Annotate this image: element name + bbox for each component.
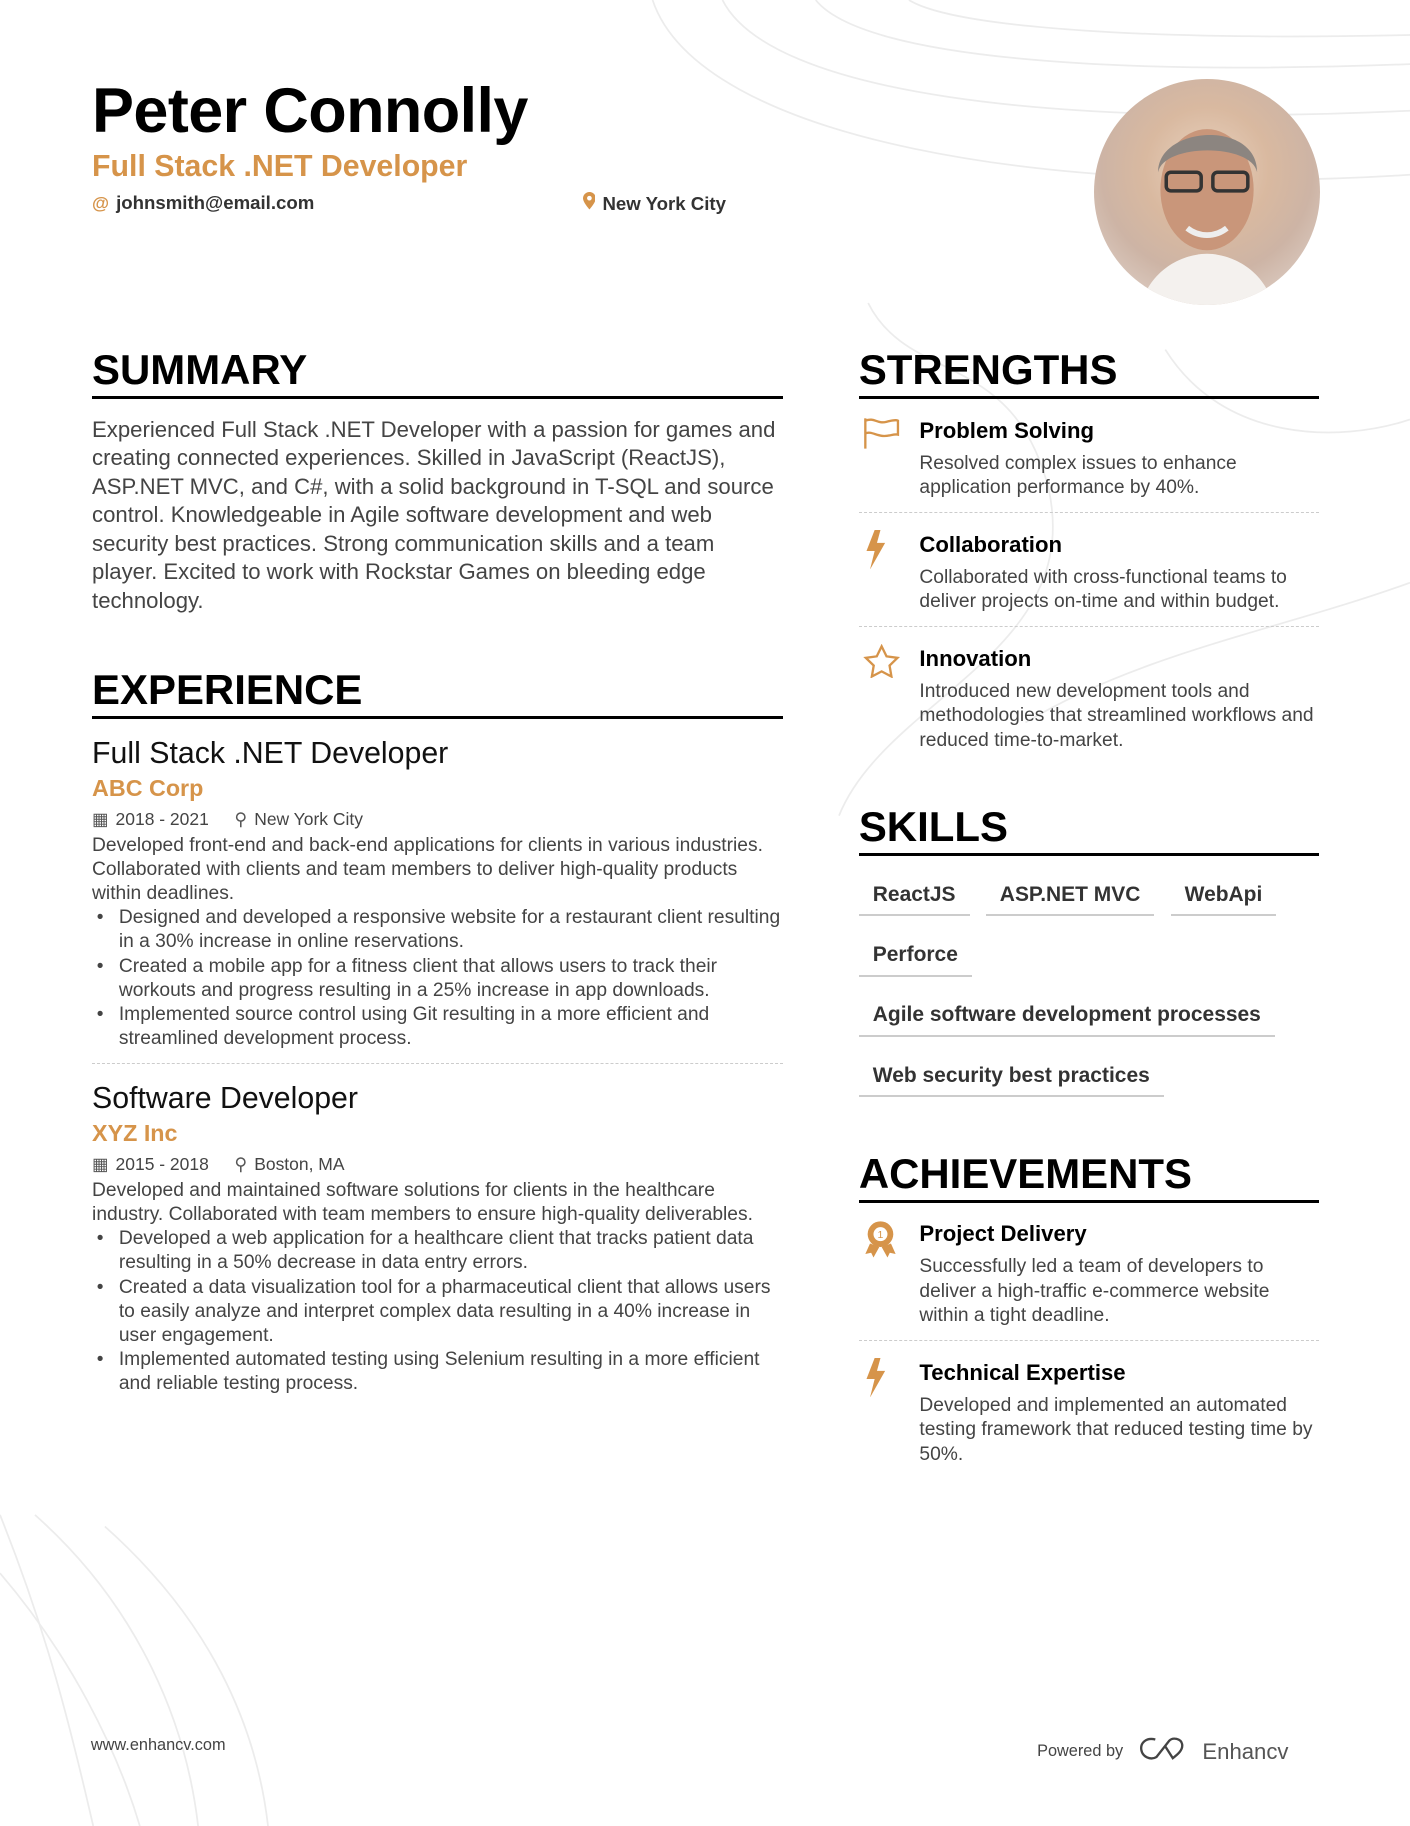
job-location: Boston, MA [254, 1154, 345, 1175]
location-text: New York City [602, 192, 726, 214]
strength-title: Problem Solving [919, 417, 1094, 443]
candidate-title: Full Stack .NET Developer [92, 150, 468, 184]
svg-text:1: 1 [878, 1230, 884, 1242]
strength-text: Collaborated with cross-functional teams to deliver projects on-time and within budget. [919, 566, 1287, 613]
skill-tag: Perforce [859, 933, 972, 977]
bullet-item: • Created a mobile app for a fitness client that allows users to track their workouts and progress resulting in a 25% increase in app downloads. [92, 955, 783, 1003]
job-bullets [92, 1227, 783, 1396]
achievement-item [859, 1341, 1319, 1478]
profile-photo [1094, 79, 1320, 305]
summary-heading: SUMMARY [92, 347, 783, 399]
skills-heading: SKILLS [859, 804, 1319, 856]
summary-text: Experienced Full Stack .NET Developer with a passion for games and creating connected experiences. Skilled in JavaScript (ReactJS), ASP.NET MVC, and C#, with a solid background in T-SQL and source control. Knowledgeable in Agile software development and web security best practices. Strong communication skills and a team player. Excited to work with Rockstar Games on bleeding edge technology. [92, 416, 776, 613]
job-meta [92, 806, 783, 834]
strength-item [859, 399, 1319, 513]
location-pin-icon [583, 192, 596, 214]
strengths-heading: STRENGTHS [859, 347, 1319, 399]
skills-list [859, 873, 1319, 1114]
strength-text: Resolved complex issues to enhance application performance by 40%. [919, 452, 1237, 499]
experience-heading: EXPERIENCE [92, 667, 783, 719]
achievement-title: Project Delivery [919, 1221, 1087, 1247]
job-description: Developed front-end and back-end applications for clients in various industries. Collaborated with clients and team members to deliver high-quality products within deadlines. [92, 834, 763, 905]
job-dates: 2018 - 2021 [115, 808, 209, 829]
skill-tag: ASP.NET MVC [986, 873, 1155, 917]
right-column [859, 347, 1319, 1478]
location-pin-icon: ⚲ [234, 1154, 248, 1175]
location-pin-icon: ⚲ [234, 808, 248, 829]
bullet-item: • Created a data visualization tool for a pharmaceutical client that allows users to easily analyze and interpret complex data resulting in a 40% increase in user engagement. [92, 1276, 783, 1348]
enhancv-brand: Enhancv [1202, 1738, 1289, 1764]
star-icon [859, 644, 920, 754]
skill-tag: Agile software development processes [859, 993, 1275, 1037]
job-dates: 2015 - 2018 [115, 1154, 209, 1175]
job-bullets [92, 906, 783, 1051]
flag-icon [859, 416, 920, 501]
bullet-item: • Designed and developed a responsive website for a restaurant client resulting in a 30% increase in online reservations. [92, 906, 783, 954]
at-icon: @ [92, 192, 110, 213]
skill-tag: ReactJS [859, 873, 970, 917]
job-description: Developed and maintained software solutions for clients in the healthcare industry. Collaborated with team members to ensure high-quality deliverables. [92, 1180, 753, 1226]
achievement-text: Developed and implemented an automated testing framework that reduced testing time by 50%. [919, 1394, 1313, 1465]
strength-text: Introduced new development tools and methodologies that streamlined workflows and reduced time-to-market. [919, 680, 1314, 751]
achievement-text: Successfully led a team of developers to deliver a high-traffic e-commerce website within a tight deadline. [919, 1256, 1270, 1327]
skill-tag: Web security best practices [859, 1053, 1164, 1097]
location-contact [583, 192, 726, 214]
candidate-name: Peter Connolly [92, 75, 528, 146]
achievements-heading: ACHIEVEMENTS [859, 1151, 1319, 1203]
strength-item [859, 627, 1319, 764]
strength-item [859, 513, 1319, 627]
job-title: Software Developer [92, 1081, 358, 1115]
calendar-icon: ▦ [92, 808, 109, 829]
enhancv-logo-icon [1139, 1736, 1186, 1767]
experience-entry [92, 1080, 783, 1396]
powered-by[interactable] [1037, 1736, 1288, 1767]
bullet-item: • Implemented automated testing using Selenium resulting in a more efficient and reliable testing process. [92, 1348, 783, 1396]
calendar-icon: ▦ [92, 1154, 109, 1175]
bullet-item: • Implemented source control using Git resulting in a more efficient and streamlined development process. [92, 1003, 783, 1051]
job-location: New York City [254, 808, 363, 829]
lightning-icon [859, 530, 920, 615]
company-name: XYZ Inc [92, 1120, 178, 1147]
website-link[interactable]: www.enhancv.com [90, 1736, 226, 1755]
bullet-item: • Developed a web application for a healthcare client that tracks patient data resulting in a 50% decrease in data entry errors. [92, 1227, 783, 1275]
left-column [92, 347, 783, 1396]
lightning-icon [859, 1358, 920, 1468]
job-title: Full Stack .NET Developer [92, 736, 449, 770]
company-name: ABC Corp [92, 775, 204, 802]
medal-icon [859, 1219, 920, 1329]
achievement-title: Technical Expertise [919, 1359, 1126, 1385]
divider [92, 1063, 783, 1064]
achievement-item [859, 1203, 1319, 1341]
skill-tag: WebApi [1171, 873, 1277, 917]
email-contact[interactable] [92, 192, 314, 214]
email-text: johnsmith@email.com [116, 192, 315, 214]
experience-entry [92, 735, 783, 1051]
powered-by-text: Powered by [1037, 1742, 1124, 1761]
job-meta [92, 1151, 783, 1179]
strength-title: Collaboration [919, 531, 1062, 557]
strength-title: Innovation [919, 645, 1032, 671]
